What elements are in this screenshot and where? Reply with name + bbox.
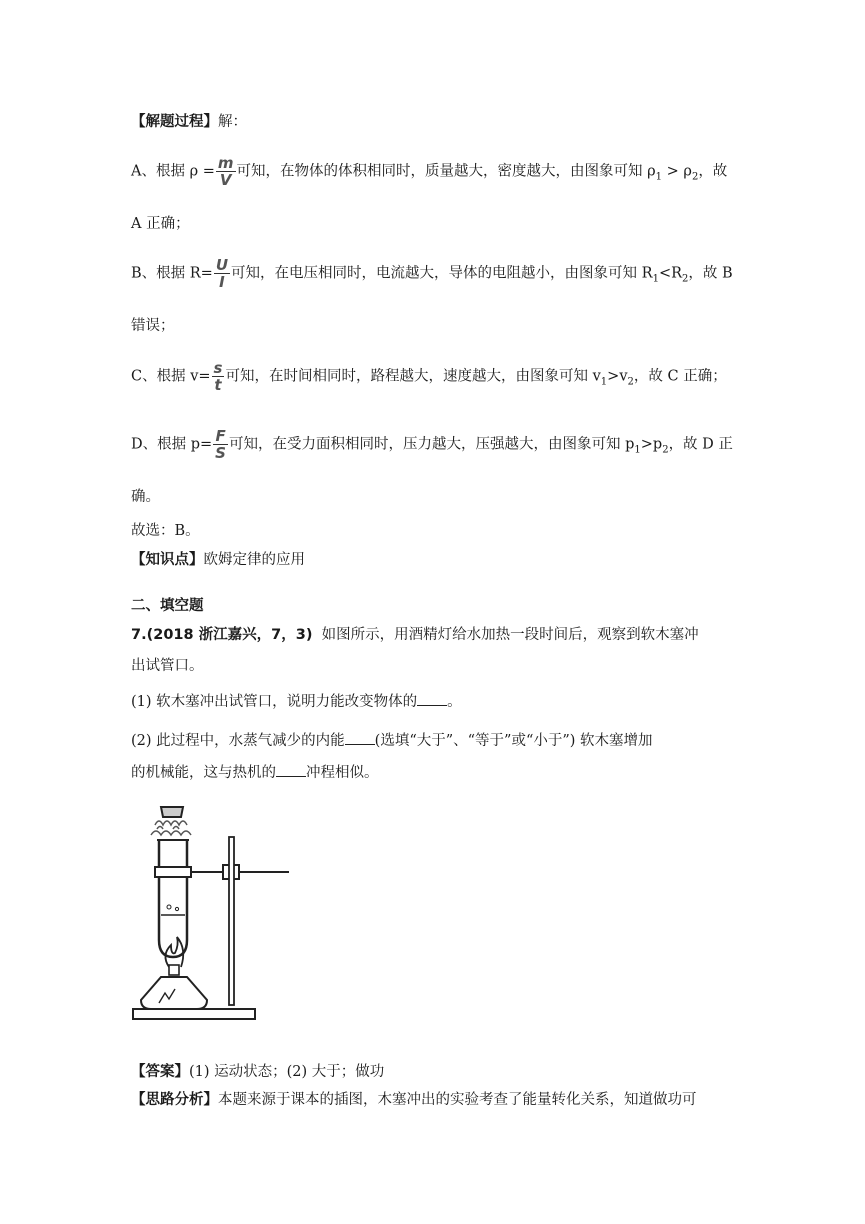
option-b-line <box>131 257 733 290</box>
question-7-part-1 <box>131 691 462 712</box>
subscript: 1 <box>652 273 659 285</box>
question-7-part-2-line-2 <box>131 762 379 783</box>
resistance-denominator: I <box>219 273 225 291</box>
solution-header <box>131 112 247 132</box>
density-numerator: m <box>217 154 234 172</box>
option-c-text: 可知，在时间相同时，路程越大，速度越大，由图象可知 v <box>225 368 601 385</box>
option-b-tail: ，故 B <box>688 265 733 282</box>
steam <box>151 821 191 835</box>
analysis-line <box>131 1090 697 1110</box>
option-a-continuation: A 正确； <box>131 216 190 232</box>
choice-line: 故选：B。 <box>131 523 200 539</box>
option-b-prefix: B、根据 R= <box>131 265 213 282</box>
option-a-prefix: A、根据 ρ = <box>131 163 215 180</box>
option-b-text: 可知，在电压相同时，电流越大，导体的电阻越小，由图象可知 R <box>231 265 653 282</box>
option-d-compare: >p <box>640 436 663 453</box>
part-1-text: (1) 软木塞冲出试管口，说明力能改变物体的 <box>131 694 418 710</box>
option-d-tail: ，故 D 正 <box>668 436 733 453</box>
subscript: 2 <box>682 273 689 285</box>
option-c-tail: ，故 C 正确； <box>633 368 727 385</box>
option-b-continuation: 错误； <box>131 318 175 334</box>
question-stem: 如图所示，用酒精灯给水加热一段时间后，观察到软木塞冲 <box>321 627 699 643</box>
stand-base <box>133 1009 255 1019</box>
knowledge-point <box>131 550 305 570</box>
section-title: 二、填空题 <box>131 598 204 614</box>
option-b-compare: <R <box>658 265 683 282</box>
question-7-line-2: 出试管口。 <box>131 658 204 674</box>
option-c-compare: >v <box>607 368 628 385</box>
solution-header-text: 解： <box>218 114 247 130</box>
part-2-options: (选填“大于”、“等于”或“小于”) 软木塞增加 <box>374 733 653 749</box>
knowledge-text: 欧姆定律的应用 <box>203 552 305 568</box>
pressure-formula <box>213 428 228 461</box>
subscript: 2 <box>662 444 669 456</box>
part-2-line-2-end: 冲程相似。 <box>306 765 379 781</box>
alcohol-lamp-test-tube-figure <box>131 795 291 1025</box>
part-2-line-2-text: 的机械能，这与热机的 <box>131 765 276 781</box>
density-denominator: V <box>219 171 232 189</box>
option-c-prefix: C、根据 v= <box>131 368 211 385</box>
subscript: 1 <box>655 171 663 183</box>
subscript: 1 <box>600 376 608 388</box>
resistance-formula <box>214 257 230 290</box>
knowledge-label: 【知识点】 <box>131 552 204 568</box>
option-d-line <box>131 428 733 461</box>
analysis-text: 本题来源于课本的插图，木塞冲出的实验考查了能量转化关系，知道做功可 <box>218 1092 697 1108</box>
stand-rod <box>229 837 234 1005</box>
flame <box>165 937 183 967</box>
option-a-tail: ，故 <box>698 163 728 180</box>
solution-header-label: 【解题过程】 <box>131 114 218 130</box>
speed-formula <box>212 360 225 393</box>
subscript: 2 <box>691 171 699 183</box>
option-d-text: 可知，在受力面积相同时，压力越大，压强越大，由图象可知 p <box>228 436 635 453</box>
part-2-text: (2) 此过程中，水蒸气减少的内能 <box>131 733 345 749</box>
answer-line <box>131 1062 384 1082</box>
clamp <box>155 867 191 877</box>
question-7-part-2 <box>131 730 653 751</box>
blank-1 <box>417 691 447 706</box>
option-a-text: 可知，在物体的体积相同时，质量越大，密度越大，由图象可知 ρ <box>236 163 656 180</box>
speed-denominator: t <box>214 376 222 394</box>
density-formula <box>216 155 236 188</box>
option-c-line <box>131 360 727 393</box>
option-a-line <box>131 155 727 188</box>
resistance-numerator: U <box>215 256 229 274</box>
subscript: 1 <box>634 444 641 456</box>
alcohol-lamp <box>141 977 207 1009</box>
answer-label: 【答案】 <box>131 1064 189 1080</box>
cork <box>161 807 183 817</box>
blank-2 <box>345 730 375 745</box>
question-number: 7. <box>131 627 147 643</box>
question-source: (2018 浙江嘉兴，7，3) <box>146 627 313 643</box>
test-tube <box>159 840 187 957</box>
blank-3 <box>276 762 306 777</box>
pressure-denominator: S <box>215 444 226 462</box>
option-d-prefix: D、根据 p= <box>131 436 213 453</box>
option-a-compare: > ρ <box>662 163 692 180</box>
answer-text: (1) 运动状态；(2) 大于；做功 <box>189 1064 385 1080</box>
lamp-wick-holder <box>169 965 179 975</box>
part-1-end: 。 <box>447 694 462 710</box>
pressure-numerator: F <box>213 428 228 445</box>
option-d-continuation: 确。 <box>131 489 160 505</box>
question-7-line-1 <box>131 625 699 645</box>
speed-numerator: s <box>213 359 223 377</box>
analysis-label: 【思路分析】 <box>131 1092 218 1108</box>
subscript: 2 <box>627 376 634 388</box>
